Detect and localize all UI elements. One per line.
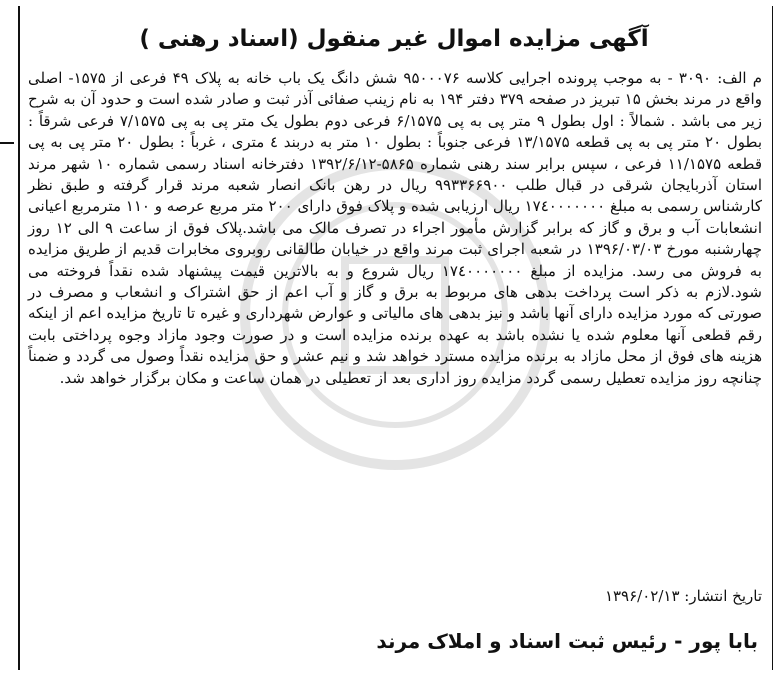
signature: بابا پور - رئیس ثبت اسناد و املاک مرند bbox=[376, 629, 758, 653]
notice-body bbox=[28, 68, 762, 389]
publish-date: تاریخ انتشار: ۱۳۹۶/۰۲/۱۳ bbox=[604, 587, 762, 605]
margin-tick bbox=[0, 142, 14, 144]
notice-title: آگهی مزایده اموال غیر منقول (اسناد رهنی ) bbox=[139, 26, 649, 52]
notice-body-text: م الف: ۳۰۹۰ - به موجب پرونده اجرایی کلاسه ۹۵۰۰۰۷۶ شش دانگ یک باب خانه به پلاک ۴۹ فرعی از ۱۵۷۵- اصلی واقع در مرند بخش ۱۵ تبریز در صفحه ۳۷۹ دفتر ۱۹۴ به نام زینب صفائی آذر ثبت و صادر شده است و حدود آن به شرح زیر می باشد . شمالاً : اول بطول ۹ متر پی به پی ۶/۱۵۷۵ فرعی دوم بطول یک متر پی به پی ۷/۱۵۷۵ فرعی شرقاً : بطول ۲۰ متر پی به پی قطعه ۱۳/۱۵۷۵ فرعی جنوباً : بطول ۱۰ متر به دربند ٤ متری ، غرباً : بطول ۲۰ متر پی به پی قطعه ۱۱/۱۵۷۵ فرعی ، سپس برابر سند رهنی شماره ۵۸۶۵-۱۳۹۲/۶/۱۲ دفترخانه اسناد رسمی شماره ۱۰ شهر مرند استان آذربایجان شرقی در قبال طلب ۹۹۳۳۶۶۹۰۰ ریال در رهن بانک انصار شعبه مرند قرار گرفته و طبق نظر کارشناس رسمی به مبلغ ۱۷٤۰۰۰۰۰۰۰ ریال ارزیابی شده و پلاک فوق دارای ۲۰۰ متر مربع عرصه و ۱۱۰ مترمربع اعیانی انشعابات آب و برق و گاز که برابر گزارش مأمور اجراء در تصرف مالک می باشد.پلاک فوق از ساعت ۹ الی ۱۲ روز چهارشنبه مورخ ۱۳۹۶/۰۳/۰۳ در شعبه اجرای ثبت مرند واقع در خیابان طالقانی روبروی مخابرات قدیم از طریق مزایده به فروش می رسد. مزایده از مبلغ ۱۷٤۰۰۰۰۰۰۰ ریال شروع و به بالاترین قیمت پیشنهاد شده نقداً فروخته می شود.لازم به ذکر است پرداخت بدهی های مربوط به برق و گاز و آب اعم از حق اشتراک و انشعاب و مصرف در صورتی که مورد مزایده دارای آنها باشد و نیز بدهی های مالیاتی و عوارض شهرداری و غیره تا تاریخ مزایده اعم از اینکه رقم قطعی آنها معلوم شده یا نشده باشد به عهده برنده مزایده است و در صورت وجود مازاد وجوه پرداختی بابت هزینه های فوق از محل مازاد به برنده مزایده مسترد خواهد شد و نیم عشر و حق مزایده نقداً وصول می گردد و ضمناً چنانچه روز مزایده تعطیل رسمی گردد مزایده روز اداری بعد از تعطیلی در همان ساعت و مکان برگزار خواهد شد. bbox=[28, 69, 763, 387]
